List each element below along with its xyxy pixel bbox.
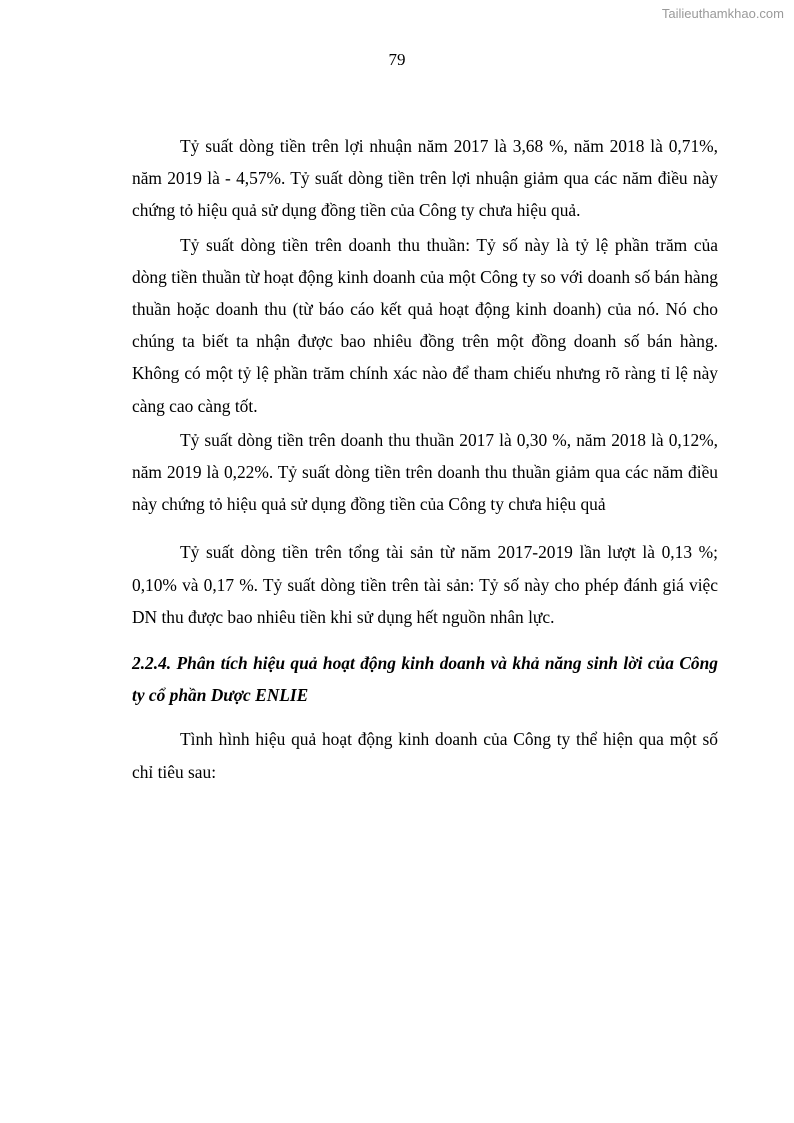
paragraph-revenue-ratio-definition: Tỷ suất dòng tiền trên doanh thu thuần: Tỷ số này là tỷ lệ phần trăm của dòng tiền thuần từ hoạt động kinh doanh của một Công ty so với doanh số bán hàng thuần hoặc doanh thu (từ báo cáo kết quả hoạt động kinh doanh) của nó. Nó cho chúng ta biết ta nhận được bao nhiêu đồng trên một đồng doanh số bán hàng. Không có một tỷ lệ phần trăm chính xác nào để tham chiếu nhưng rõ ràng tỉ lệ này càng cao càng tốt. (132, 234, 718, 416)
document-body (132, 130, 718, 788)
paragraph-profit-ratio: Tỷ suất dòng tiền trên lợi nhuận năm 2017 là 3,68 %, năm 2018 là 0,71%, năm 2019 là - 4,57%. Tỷ suất dòng tiền trên lợi nhuận giảm qua các năm điều này chứng tỏ hiệu quả sử dụng đồng tiền của Công ty chưa hiệu quả. (132, 136, 718, 221)
paragraph-revenue-ratio-values: Tỷ suất dòng tiền trên doanh thu thuần 2017 là 0,30 %, năm 2018 là 0,12%, năm 2019 là 0,22%. Tỷ suất dòng tiền trên doanh thu thuần giảm qua các năm điều này chứng tỏ hiệu quả sử dụng đồng tiền của Công ty chưa hiệu quả (132, 429, 718, 515)
paragraph-indicators-intro: Tình hình hiệu quả hoạt động kinh doanh của Công ty thể hiện qua một số chỉ tiêu sau: (132, 729, 718, 782)
paragraph-asset-ratio: Tỷ suất dòng tiền trên tổng tài sản từ năm 2017-2019 lần lượt là 0,13 %; 0,10% và 0,17 %. Tỷ suất dòng tiền trên tài sản: Tỷ số này cho phép đánh giá việc DN thu được bao nhiêu tiền khi sử dụng hết nguồn nhân lực. (132, 542, 718, 627)
page-number: 79 (388, 50, 406, 69)
section-heading: 2.2.4. Phân tích hiệu quả hoạt động kinh doanh và khả năng sinh lời của Công ty cổ phần Dược ENLIE (132, 653, 718, 706)
watermark: Tailieuthamkhao.com (661, 6, 784, 21)
